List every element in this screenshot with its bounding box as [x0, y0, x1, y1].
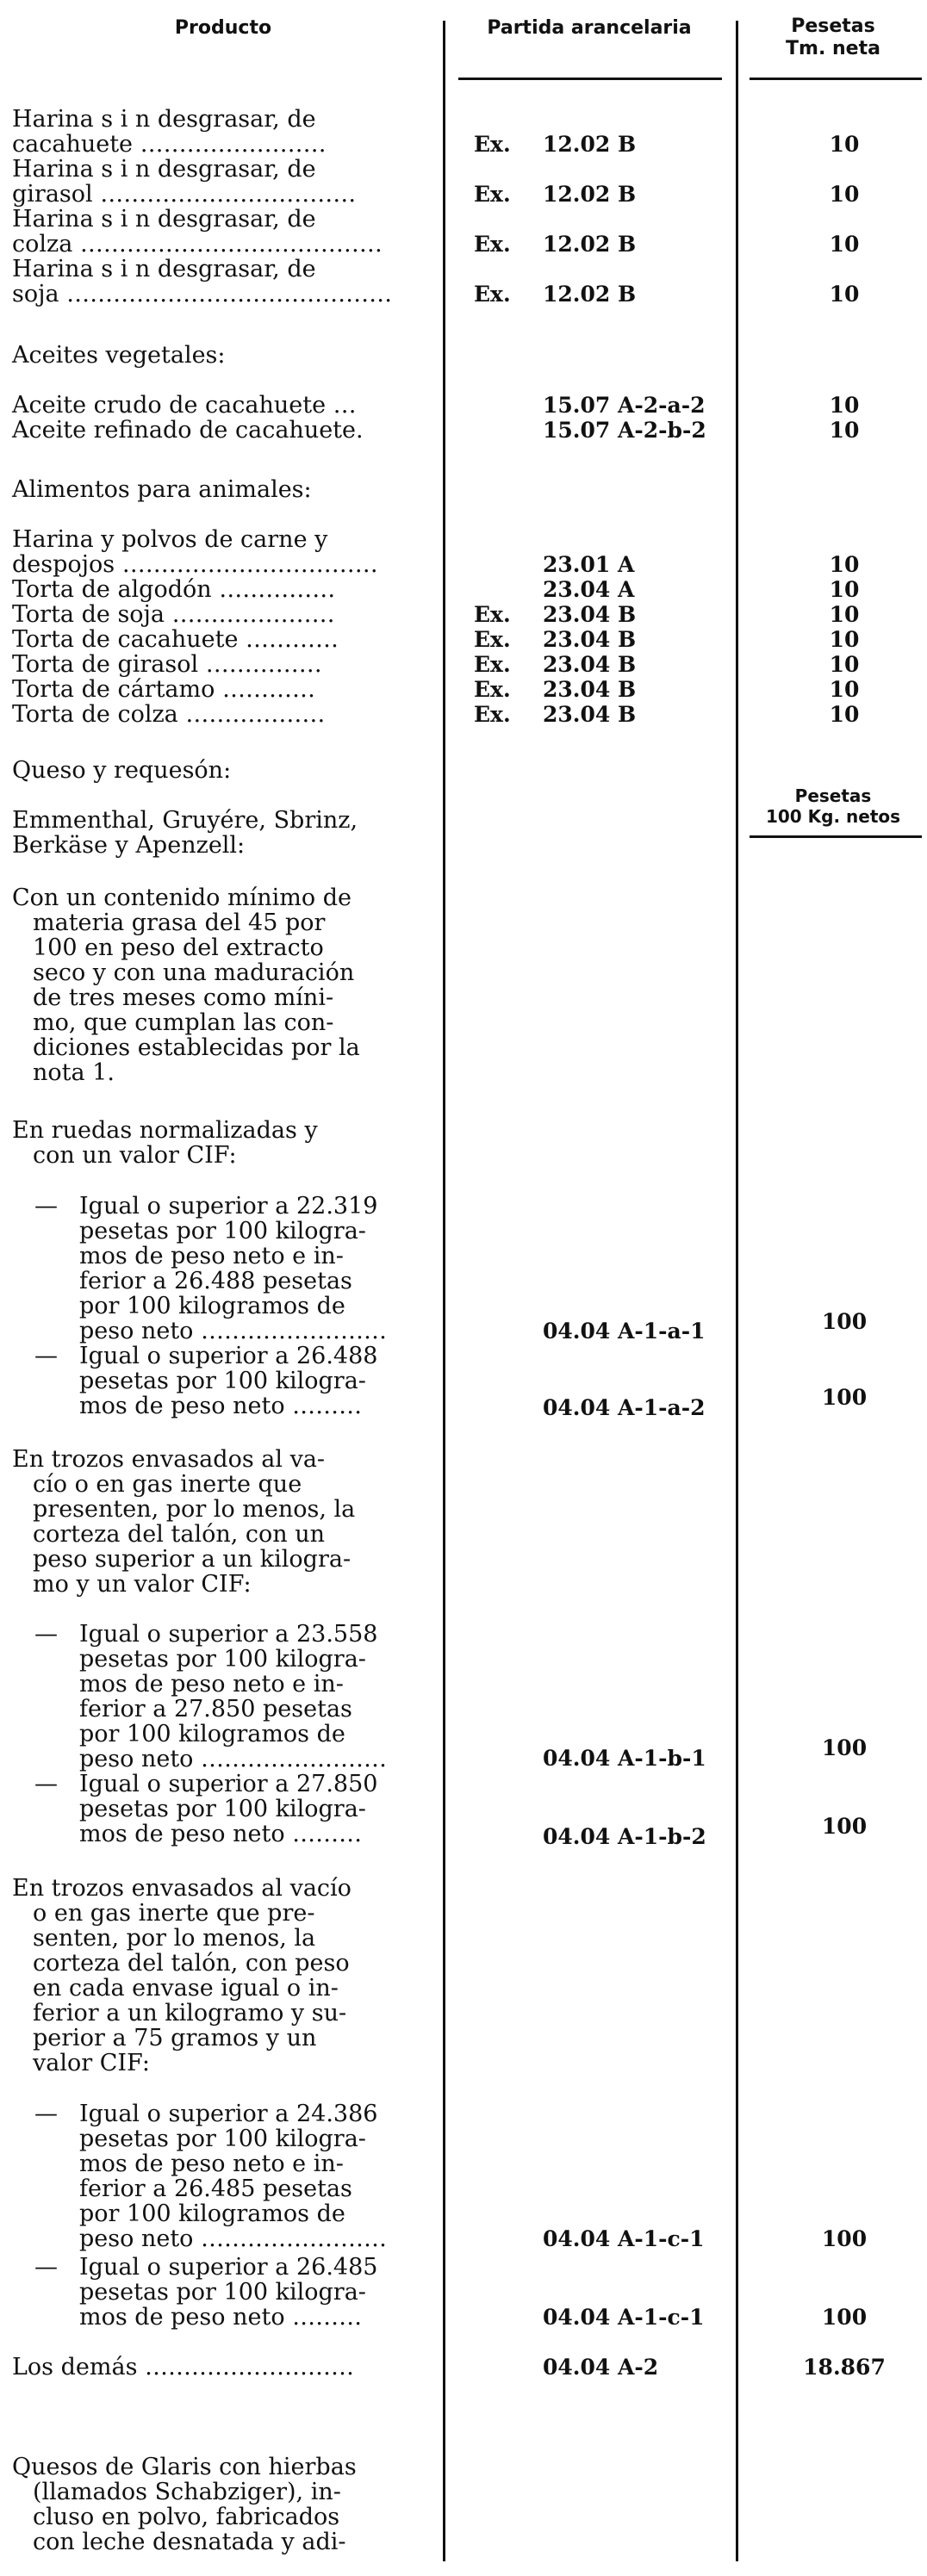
alimento-row: Torta de cacahuete …………: [12, 626, 339, 653]
row-text: cío o en gas inerte que: [33, 1471, 302, 1498]
queso-item: [79, 1772, 432, 1847]
row-text: seco y con una maduración: [33, 959, 355, 986]
harina-row: [12, 207, 434, 257]
row-text: ferior a un kilogramo y su-: [33, 2000, 347, 2027]
row-text: Quesos de Glaris con hierbas: [12, 2454, 357, 2480]
value-cell: 10: [829, 552, 860, 577]
row-text: o en gas inerte que pre-: [33, 1900, 315, 1927]
subheader-pesetas: [744, 785, 922, 827]
aceite-row: Aceite refinado de cacahuete.: [12, 417, 364, 444]
value-cell: 100: [821, 1385, 868, 1410]
partida-code: 12.02 B: [543, 182, 637, 207]
row-text: Igual o superior a 22.319: [79, 1193, 378, 1220]
ex-marker: Ex.: [474, 182, 511, 207]
value-cell: 10: [829, 577, 860, 602]
queso-glaris: [12, 2455, 434, 2554]
value-cell: 10: [829, 232, 860, 257]
partida-code: 15.07 A-2-b-2: [543, 418, 706, 443]
value-cell: 10: [829, 602, 860, 627]
row-text: con leche desnatada y adi-: [33, 2529, 346, 2555]
partida-code: 04.04 A-1-c-1: [543, 2226, 705, 2251]
row-text: Harina s i n desgrasar, de: [12, 256, 316, 282]
ex-marker: Ex.: [474, 627, 511, 652]
queso-emmenthal: [12, 808, 434, 858]
partida-code: 04.04 A-1-a-2: [543, 1395, 706, 1420]
subheader-line1: Pesetas: [794, 785, 872, 806]
dash-marker: —: [34, 2101, 58, 2127]
row-text: Igual o superior a 26.488: [79, 1343, 378, 1369]
row-text: de tres meses como míni-: [33, 984, 334, 1011]
row-text: Harina s i n desgrasar, de: [12, 206, 316, 233]
alimento-row: Torta de colza ………………: [12, 701, 326, 728]
row-text: pesetas por 100 kilogra-: [79, 2126, 366, 2152]
ex-marker: Ex.: [474, 282, 511, 307]
row-text: por 100 kilogramos de: [79, 1721, 345, 1747]
ex-marker: Ex.: [474, 677, 511, 702]
value-cell: 100: [821, 2305, 868, 2330]
partida-code: 23.04 B: [543, 702, 637, 727]
row-text: (llamados Schabziger), in-: [33, 2479, 341, 2505]
row-text: Igual o superior a 24.386: [79, 2101, 378, 2127]
row-text: con un valor CIF:: [33, 1142, 237, 1169]
value-cell: 10: [829, 393, 860, 418]
value-cell: 10: [829, 627, 860, 652]
value-cell: 10: [829, 702, 860, 727]
harina-row: [12, 257, 434, 307]
column-rule-2: [736, 21, 738, 2561]
row-text: nota 1.: [33, 1059, 115, 1086]
partida-code: 04.04 A-1-a-1: [543, 1319, 706, 1344]
alimento-row: Torta de cártamo …………: [12, 676, 315, 703]
row-text: mos de peso neto ………: [79, 2304, 363, 2331]
dash-marker: —: [34, 2254, 58, 2281]
row-text: En trozos envasados al va-: [12, 1446, 326, 1473]
section-title-alimentos: Alimentos para animales:: [12, 476, 312, 503]
value-cell: 10: [829, 677, 860, 702]
value-cell: 10: [829, 652, 860, 677]
row-text: mos de peso neto e in-: [79, 1243, 344, 1269]
value-cell: 10: [829, 282, 860, 307]
row-text: En trozos envasados al vacío: [12, 1875, 352, 1902]
alimento-row: Torta de soja …………………: [12, 601, 335, 628]
row-text: cluso en polvo, fabricados: [33, 2504, 340, 2530]
header-producto: Producto: [174, 17, 272, 39]
ex-marker: Ex.: [474, 232, 511, 257]
row-text: presenten, por lo menos, la: [33, 1496, 356, 1523]
dash-marker: —: [34, 1621, 58, 1648]
row-text: Igual o superior a 23.558: [79, 1621, 378, 1648]
row-text: mo, que cumplan las con-: [33, 1009, 334, 1036]
row-text: Con un contenido mínimo de: [12, 885, 352, 911]
header-rule-pesetas: [750, 78, 922, 80]
row-text: girasol ……………………………: [12, 181, 357, 208]
alimento-row: Torta de girasol ……………: [12, 651, 322, 678]
queso-trozos: [12, 1876, 434, 2076]
partida-code: 04.04 A-1-b-1: [543, 1746, 706, 1771]
value-cell: 100: [821, 1735, 868, 1760]
partida-code: 23.04 B: [543, 602, 637, 627]
subheader-line2: 100 Kg. netos: [765, 806, 901, 827]
dash-marker: —: [34, 1771, 58, 1797]
partida-code: 23.04 B: [543, 652, 637, 677]
row-text: cacahuete ……………………: [12, 131, 327, 158]
partida-code: 04.04 A-2: [543, 2355, 659, 2380]
queso-ruedas: [12, 1118, 434, 1168]
row-text: peso neto ……………………: [79, 1318, 388, 1344]
ex-marker: Ex.: [474, 602, 511, 627]
partida-code: 04.04 A-1-b-2: [543, 1824, 706, 1849]
queso-demas: Los demás ………………………: [12, 2354, 355, 2380]
row-text: Emmenthal, Gruyére, Sbrinz,: [12, 807, 358, 834]
row-text: despojos ……………………………: [12, 551, 378, 578]
row-text: mos de peso neto ………: [79, 1393, 363, 1419]
row-text: mos de peso neto ………: [79, 1821, 363, 1847]
column-rule-1: [443, 21, 445, 2561]
row-text: pesetas por 100 kilogra-: [79, 1218, 366, 1245]
value-cell: 10: [829, 182, 860, 207]
row-text: senten, por lo menos, la: [33, 1925, 316, 1952]
row-text: 100 en peso del extracto: [33, 934, 324, 961]
row-text: ferior a 26.485 pesetas: [79, 2176, 352, 2202]
queso-item: [79, 1194, 432, 1344]
row-text: en cada envase igual o in-: [33, 1975, 339, 2002]
header-pesetas: [744, 16, 922, 60]
row-text: Harina y polvos de carne y: [12, 526, 328, 553]
aceite-row: Aceite crudo de cacahuete …: [12, 392, 357, 419]
partida-code: 12.02 B: [543, 132, 637, 157]
row-text: mo y un valor CIF:: [33, 1571, 252, 1598]
partida-code: 12.02 B: [543, 282, 637, 307]
partida-code: 23.04 B: [543, 677, 637, 702]
value-cell: 10: [829, 418, 860, 443]
alimento-row: [12, 527, 434, 577]
row-text: pesetas por 100 kilogra-: [79, 1796, 366, 1822]
value-cell: 18.867: [803, 2355, 886, 2380]
row-text: soja ……………………………………: [12, 281, 393, 307]
row-text: ferior a 27.850 pesetas: [79, 1696, 352, 1723]
row-text: por 100 kilogramos de: [79, 2200, 345, 2227]
row-text: corteza del talón, con un: [33, 1521, 326, 1548]
queso-contenido: [12, 885, 434, 1085]
header-partida: Partida arancelaria: [487, 17, 692, 39]
partida-code: 23.01 A: [543, 552, 635, 577]
row-text: mos de peso neto e in-: [79, 1671, 344, 1698]
harina-row: [12, 107, 434, 157]
row-text: Berkäse y Apenzell:: [12, 832, 246, 859]
row-text: pesetas por 100 kilogra-: [79, 1368, 366, 1394]
partida-code: 04.04 A-1-c-1: [543, 2305, 705, 2330]
row-text: pesetas por 100 kilogra-: [79, 2279, 366, 2306]
ex-marker: Ex.: [474, 702, 511, 727]
partida-code: 15.07 A-2-a-2: [543, 393, 706, 418]
row-text: Harina s i n desgrasar, de: [12, 156, 316, 183]
row-text: colza …………………………………: [12, 231, 383, 258]
value-cell: 10: [829, 132, 860, 157]
row-text: peso neto ……………………: [79, 2225, 388, 2252]
subheader-rule-pesetas: [750, 835, 922, 838]
row-text: peso superior a un kilogra-: [33, 1546, 352, 1573]
section-title-queso: Queso y requesón:: [12, 757, 232, 784]
header-pesetas-line1: Pesetas: [791, 16, 875, 37]
partida-code: 23.04 A: [543, 577, 635, 602]
row-text: Igual o superior a 26.485: [79, 2254, 378, 2281]
queso-item: [79, 2255, 432, 2330]
value-cell: 100: [821, 1814, 868, 1839]
partida-code: 23.04 B: [543, 627, 637, 652]
ex-marker: Ex.: [474, 132, 511, 157]
row-text: Harina s i n desgrasar, de: [12, 106, 316, 133]
row-text: ferior a 26.488 pesetas: [79, 1268, 352, 1294]
row-text: Igual o superior a 27.850: [79, 1771, 378, 1797]
header-rule-partida: [458, 78, 722, 80]
row-text: En ruedas normalizadas y: [12, 1117, 318, 1144]
row-text: perior a 75 gramos y un: [33, 2025, 317, 2051]
harina-row: [12, 157, 434, 207]
row-text: peso neto ……………………: [79, 1746, 388, 1772]
partida-code: 12.02 B: [543, 232, 637, 257]
row-text: por 100 kilogramos de: [79, 1293, 345, 1319]
row-text: materia grasa del 45 por: [33, 909, 326, 936]
dash-marker: —: [34, 1193, 58, 1220]
section-title-aceites: Aceites vegetales:: [12, 342, 226, 369]
dash-marker: —: [34, 1343, 58, 1369]
queso-item: [79, 1344, 432, 1418]
queso-item: [79, 1622, 432, 1772]
queso-item: [79, 2101, 432, 2251]
row-text: diciones establecidas por la: [33, 1034, 360, 1061]
row-text: corteza del talón, con peso: [33, 1950, 350, 1977]
ex-marker: Ex.: [474, 652, 511, 677]
header-pesetas-line2: Tm. neta: [786, 38, 880, 59]
row-text: pesetas por 100 kilogra-: [79, 1646, 366, 1673]
value-cell: 100: [821, 1309, 868, 1334]
queso-trozos: [12, 1447, 434, 1597]
value-cell: 100: [821, 2226, 868, 2251]
row-text: mos de peso neto e in-: [79, 2151, 344, 2177]
alimento-row: Torta de algodón ……………: [12, 576, 336, 603]
row-text: valor CIF:: [33, 2050, 150, 2076]
